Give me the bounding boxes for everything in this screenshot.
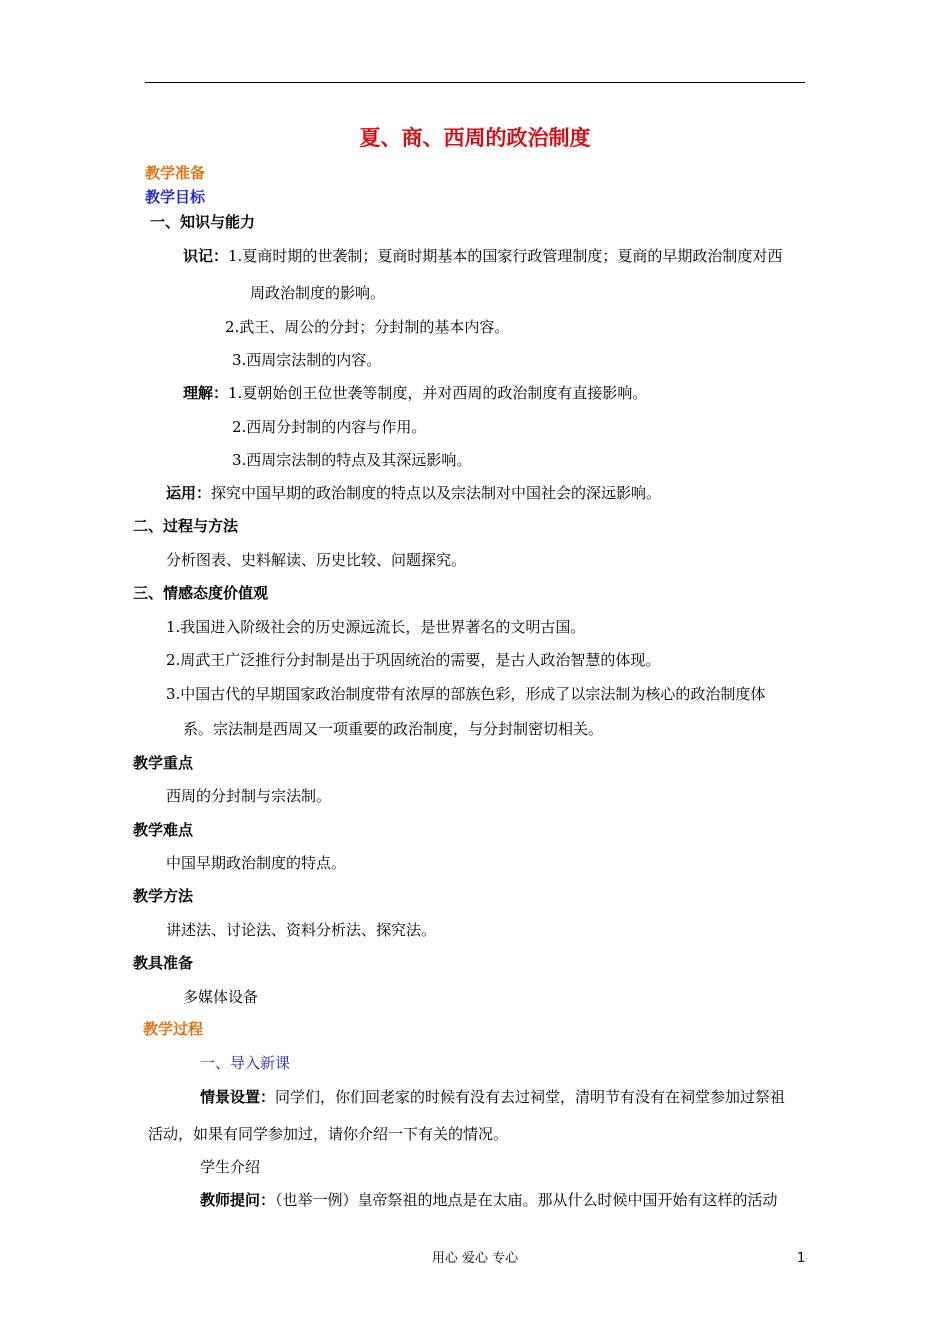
scene-line-1	[200, 1087, 785, 1107]
scene-text-b: 活动，如果有同学参加过，请你介绍一下有关的情况。	[148, 1125, 509, 1143]
step1-prefix: 一、	[200, 1054, 231, 1072]
memorize-text-2: 2.武王、周公的分封；分封制的基本内容。	[225, 318, 510, 336]
difficulty-text: 中国早期政治制度的特点。	[166, 854, 347, 872]
process-method-text: 分析图表、史料解读、历史比较、问题探究。	[166, 551, 467, 569]
memorize-text-1a: 1.夏商时期的世袭制；夏商时期基本的国家行政管理制度；夏商的早期政治制度对西	[228, 247, 783, 265]
process-heading: 教学过程	[143, 1020, 204, 1038]
page-title: 夏、商、西周的政治制度	[359, 125, 591, 150]
understand-line-1	[183, 383, 647, 403]
section-values-heading: 三、情感态度价值观	[133, 584, 269, 602]
method-heading: 教学方法	[133, 887, 194, 905]
teacher-label: 教师提问：	[200, 1191, 276, 1209]
prep-heading: 教学准备	[145, 164, 206, 182]
footer-text: 用心 爱心 专心	[431, 1251, 519, 1266]
focus-text: 西周的分封制与宗法制。	[166, 787, 332, 805]
memorize-text-3: 3.西周宗法制的内容。	[232, 351, 382, 369]
memorize-line-1	[183, 246, 782, 266]
scene-label: 情景设置：	[200, 1088, 276, 1106]
apply-label: 运用：	[166, 484, 212, 502]
memorize-label: 识记：	[183, 247, 229, 265]
step1-line	[200, 1053, 290, 1073]
understand-label: 理解：	[183, 384, 229, 402]
tools-heading: 教具准备	[133, 954, 194, 972]
goals-heading: 教学目标	[145, 188, 206, 206]
apply-text: 探究中国早期的政治制度的特点以及宗法制对中国社会的深远影响。	[211, 484, 662, 502]
section-knowledge-heading: 一、知识与能力	[150, 213, 256, 231]
header-rule	[145, 82, 805, 83]
understand-text-1: 1.夏朝始创王位世袭等制度，并对西周的政治制度有直接影响。	[228, 384, 648, 402]
page-number: 1	[797, 1251, 806, 1266]
student-intro: 学生介绍	[200, 1158, 261, 1176]
section-process-heading: 二、过程与方法	[133, 517, 239, 535]
apply-line	[166, 483, 661, 503]
values-item-2: 2.周武王广泛推行分封制是出于巩固统治的需要，是古人政治智慧的体现。	[166, 651, 661, 669]
teacher-line	[200, 1190, 778, 1210]
understand-text-2: 2.西周分封制的内容与作用。	[232, 418, 427, 436]
values-item-3a: 3.中国古代的早期国家政治制度带有浓厚的部族色彩，形成了以宗法制为核心的政治制度体	[166, 685, 766, 703]
step1-link[interactable]: 导入新课	[230, 1054, 291, 1072]
focus-heading: 教学重点	[133, 754, 194, 772]
values-item-1: 1.我国进入阶级社会的历史源远流长，是世界著名的文明古国。	[166, 618, 586, 636]
method-text: 讲述法、讨论法、资料分析法、探究法。	[166, 921, 437, 939]
memorize-text-1b: 周政治制度的影响。	[250, 284, 386, 302]
scene-text-a: 同学们，你们回老家的时候有没有去过祠堂，清明节有没有在祠堂参加过祭祖	[275, 1088, 786, 1106]
tools-text: 多媒体设备	[183, 988, 259, 1006]
values-item-3b: 系。宗法制是西周又一项重要的政治制度，与分封制密切相关。	[183, 720, 604, 738]
understand-text-3: 3.西周宗法制的特点及其深远影响。	[232, 451, 472, 469]
teacher-text: （也举一例）皇帝祭祖的地点是在太庙。那从什么时候中国开始有这样的活动	[275, 1191, 778, 1209]
difficulty-heading: 教学难点	[133, 821, 194, 839]
